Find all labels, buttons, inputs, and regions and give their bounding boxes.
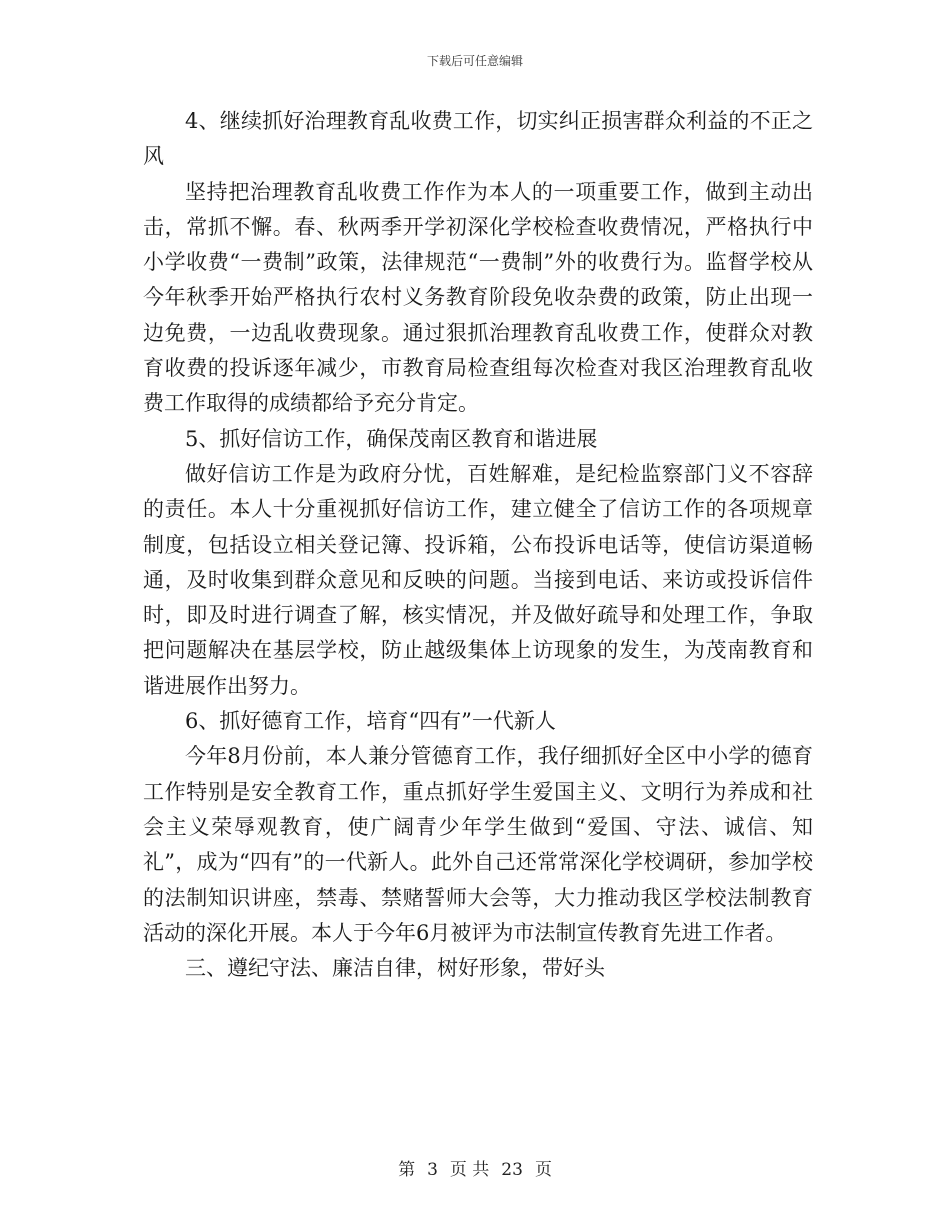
section-heading-6: 6、抓好德育工作，培育“四有”一代新人 — [185, 709, 556, 734]
section-heading-4: 4、继续抓好治理教育乱收费工作，切实纠正损害群众利益的不正之风 — [143, 109, 813, 169]
paragraph-fee-governance: 坚持把治理教育乱收费工作作为本人的一项重要工作，做到主动出击，常抓不懈。春、秋两季开学初深化学校检查收费情况，严格执行中小学收费“一费制”政策，法律规范“一费制”外的收费行为。监督学校从今年秋季开始严格执行农村义务教育阶段免收杂费的政策，防止出现一边免费，一边乱收费现象。通过狠抓治理教育乱收费工作，使群众对教育收费的投诉逐年减少，市教育局检查组每次检查对我区治理教育乱收费工作取得的成绩都给予充分肯定。 — [143, 179, 813, 416]
section-heading-5: 5、抓好信访工作，确保茂南区教育和谐进展 — [185, 426, 598, 451]
footer-suffix: 页 — [534, 1160, 552, 1180]
document-body — [143, 104, 813, 986]
page-header: 下载后可任意编辑 — [426, 54, 523, 68]
paragraph-moral-education: 今年8月份前，本人兼分管德育工作，我仔细抓好全区中小学的德育工作特别是安全教育工作，重点抓好学生爱国主义、文明行为养成和社会主义荣辱观教育，使广阔青少年学生做到“爱国、守法、诚信、知礼”，成为“四有”的一代新人。此外自己还常常深化学校调研，参加学校的法制知识讲座，禁毒、禁赌誓师大会等，大力推动我区学校法制教育活动的深化开展。本人于今年6月被评为市法制宣传教育先进工作者。 — [143, 744, 813, 945]
page-footer — [0, 1155, 950, 1180]
page-total: 23 — [501, 1160, 523, 1180]
paragraph-petition-work: 做好信访工作是为政府分忧，百姓解难，是纪检监察部门义不容辞的责任。本人十分重视抓好信访工作，建立健全了信访工作的各项规章制度，包括设立相关登记簿、投诉箱，公布投诉电话等，使信访渠道畅通，及时收集到群众意见和反映的问题。当接到电话、来访或投诉信件时，即及时进行调查了解，核实情况，并及做好疏导和处理工作，争取把问题解决在基层学校，防止越级集体上访现象的发生，为茂南教育和谐进展作出努力。 — [143, 461, 813, 698]
footer-middle: 页 共 — [449, 1160, 490, 1180]
page-number: 3 — [427, 1160, 438, 1180]
footer-prefix: 第 — [398, 1160, 416, 1180]
section-heading-3: 三、遵纪守法、廉洁自律，树好形象，带好头 — [185, 956, 605, 981]
